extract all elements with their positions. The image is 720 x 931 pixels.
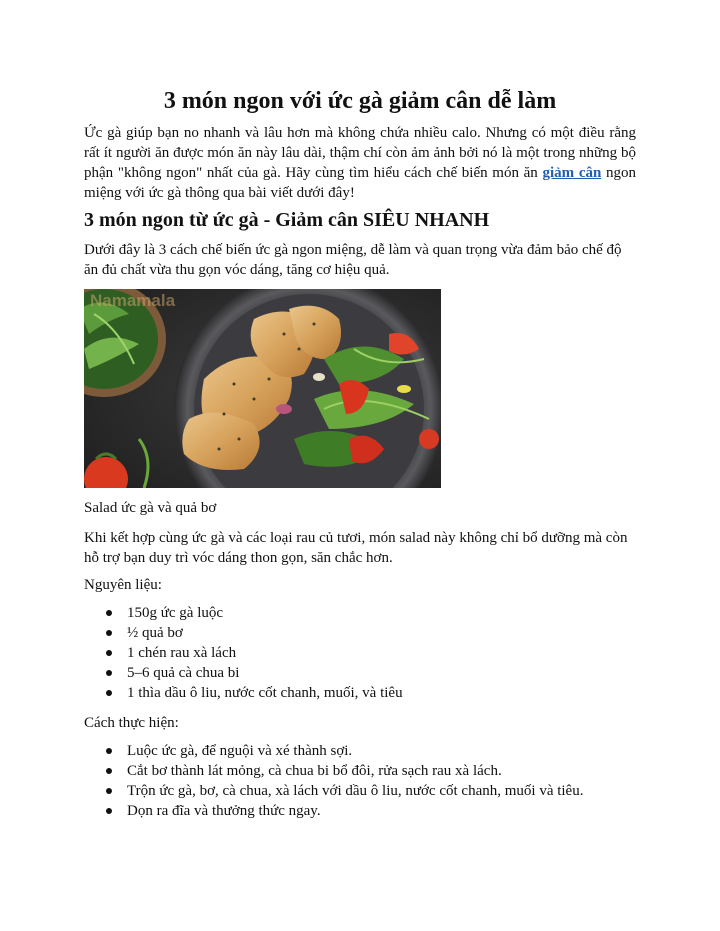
section-heading: 3 món ngon từ ức gà - Giảm cân SIÊU NHANH <box>84 209 490 231</box>
intro-text-end: ngon miệng với ức gà thông qua bài viết dưới đây! <box>84 165 637 201</box>
step-item: Cắt bơ thành lát mỏng, cà chua bi bổ đôi, rửa sạch rau xà lách. <box>84 761 636 781</box>
ingredient-item: 1 chén rau xà lách <box>84 643 636 663</box>
intro-text-start: Ức gà giúp bạn no nhanh và lâu hơn mà không chứa nhiều calo. Nhưng có một điều rằng rất ít người ăn được món ăn này lâu dài, thậm chí còn ảm ảnh bởi nó là một trong những bộ phận "không ngon" nhất của gà. Hãy cùng tìm hiểu cách chế biến món ăn <box>84 125 636 181</box>
ingredient-item: 150g ức gà luộc <box>84 603 636 623</box>
weight-loss-link[interactable]: giảm cân <box>542 165 602 181</box>
step-item: Dọn ra đĩa và thưởng thức ngay. <box>84 801 636 821</box>
bullet-icon <box>106 748 112 754</box>
bullet-icon <box>106 650 112 656</box>
chicken-salad-illustration <box>84 289 441 488</box>
bullet-icon <box>106 630 112 636</box>
ingredient-item: 5–6 quả cà chua bi <box>84 663 636 683</box>
bullet-icon <box>106 670 112 676</box>
step-item: Luộc ức gà, để nguội và xé thành sợi. <box>84 741 636 761</box>
salad-description: Khi kết hợp cùng ức gà và các loại rau củ tươi, món salad này không chỉ bổ dưỡng mà còn hỗ trợ bạn duy trì vóc dáng thon gọn, săn chắc hơn. <box>84 530 628 566</box>
bullet-icon <box>106 610 112 616</box>
bullet-icon <box>106 768 112 774</box>
chicken-salad-photo <box>84 289 441 488</box>
ingredients-list <box>84 603 636 703</box>
article-title: 3 món ngon với ức gà giảm cân dễ làm <box>163 88 557 114</box>
ingredients-label: Nguyên liệu: <box>84 577 162 593</box>
ingredient-item: 1 thìa dầu ô liu, nước cốt chanh, muối, và tiêu <box>84 683 636 703</box>
ingredient-item: ½ quả bơ <box>84 623 636 643</box>
bullet-icon <box>106 788 112 794</box>
section-intro: Dưới đây là 3 cách chế biến ức gà ngon miệng, dễ làm và quan trọng vừa đảm bảo chế độ ăn đủ chất vừa thu gọn vóc dáng, tăng cơ hiệu quả. <box>84 242 622 278</box>
step-item: Trộn ức gà, bơ, cà chua, xà lách với dầu ô liu, nước cốt chanh, muối và tiêu. <box>84 781 636 801</box>
intro-paragraph <box>84 123 636 203</box>
bullet-icon <box>106 690 112 696</box>
steps-list <box>84 741 636 821</box>
photo-caption: Salad ức gà và quả bơ <box>84 500 217 516</box>
photo-watermark: Namamala <box>90 291 176 310</box>
method-label: Cách thực hiện: <box>84 715 179 731</box>
bullet-icon <box>106 808 112 814</box>
